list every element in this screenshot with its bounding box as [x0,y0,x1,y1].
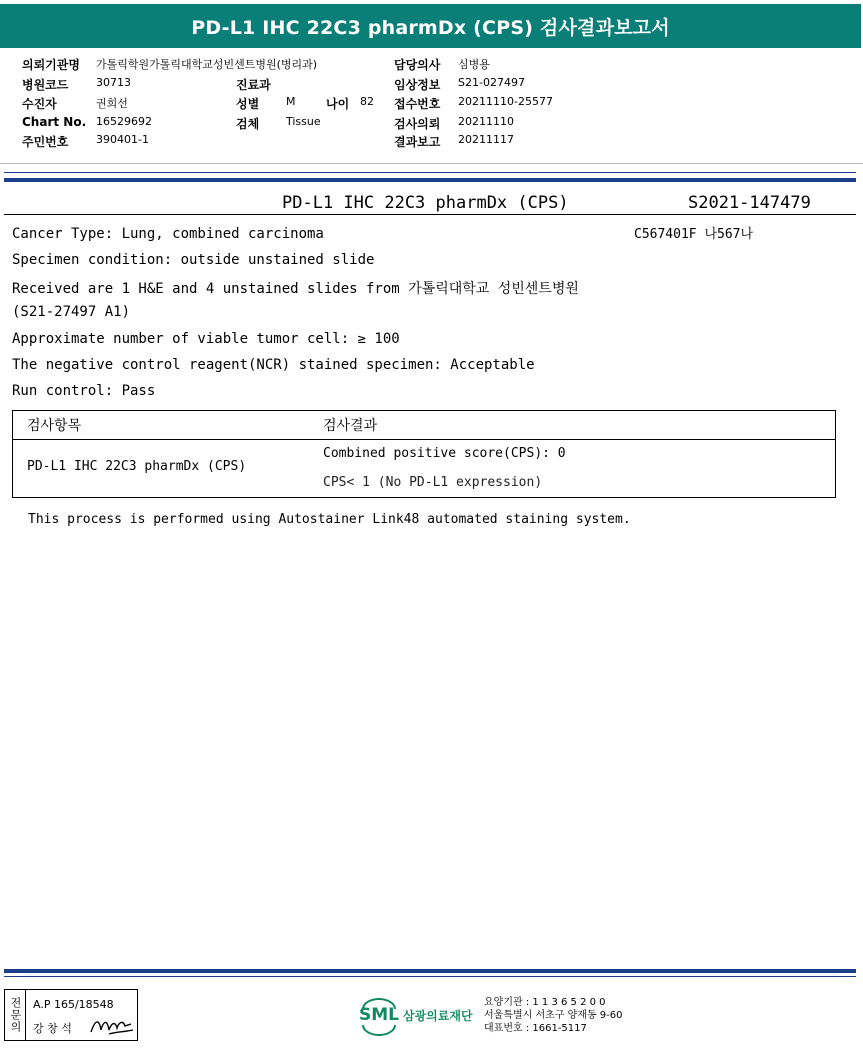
top-rule-thick [4,178,856,182]
care-code: 요양기관 : 1 1 3 6 5 2 0 0 [484,997,606,1008]
table-test-item: PD-L1 IHC 22C3 pharmDx (CPS) [27,459,247,474]
receipt-label: 접수번호 [394,97,441,111]
address: 서울특별시 서초구 양재동 9-60 [484,1010,623,1021]
hospital-code-label: 병원코드 [22,78,69,92]
report-date-label: 결과보고 [394,135,441,149]
specimen-label: 검체 [236,117,260,131]
pathologist-name: 강 창 석 [33,1022,72,1035]
received-line: Received are 1 H&E and 4 unstained slides from 가톨릭대학교 성빈센트병원 [12,281,579,297]
table-cps-score: Combined positive score(CPS): 0 [323,446,566,461]
ncr-line: The negative control reagent(NCR) stained specimen: Acceptable [12,357,535,373]
tumor-cell-line: Approximate number of viable tumor cell: ≥ 100 [12,331,400,347]
specimen-condition-line: Specimen condition: outside unstained slide [12,252,375,268]
clinical-label: 임상정보 [394,78,441,92]
ap-number: A.P 165/18548 [33,998,114,1011]
heading-underline [4,214,856,215]
chart-label: Chart No. [22,115,87,129]
logo-text: SML [359,1005,399,1025]
hospital-code-value: 30713 [96,76,131,89]
institution-label: 의뢰기관명 [22,58,80,72]
specialist-label: 전문의 [9,997,22,1033]
patient-label: 수진자 [22,97,57,111]
id-label: 주민번호 [22,135,69,149]
clinical-value: S21-027497 [458,76,525,89]
report-title: PD-L1 IHC 22C3 pharmDx (CPS) 검사결과보고서 [0,4,861,48]
chart-value: 16529692 [96,115,152,128]
doctor-label: 담당의사 [394,58,441,72]
org-name: 삼광의료재단 [403,1009,473,1023]
table-cps-interpretation: CPS< 1 (No PD-L1 expression) [323,475,543,490]
cancer-type-line: Cancer Type: Lung, combined carcinoma [12,226,324,242]
sex-value: M [286,95,296,108]
phone: 대표번호 : 1661-5117 [484,1023,587,1034]
bottom-rule-thin [4,976,856,977]
header-divider [0,163,863,164]
request-label: 검사의뢰 [394,117,441,131]
institution-value: 가톨릭학원가톨릭대학교성빈센트병원(병리과) [96,58,318,71]
process-note: This process is performed using Autostainer Link48 automated staining system. [28,512,631,527]
footer-info [484,996,623,1035]
patient-value: 권희선 [96,97,128,110]
bottom-rule-thick [4,969,856,973]
age-label: 나이 [326,97,350,111]
receipt-value: 20211110-25577 [458,95,553,108]
department-label: 진료과 [236,78,271,92]
sex-label: 성별 [236,97,260,111]
report-date-value: 20211117 [458,133,514,146]
signature-box [4,989,138,1041]
top-rule-thin [4,172,856,173]
request-value: 20211110 [458,115,514,128]
table-header-result: 검사결과 [323,418,378,434]
doctor-value: 심병용 [458,58,490,71]
table-header-divider [13,439,835,440]
age-value: 82 [360,95,374,108]
signature-icon [89,1014,135,1038]
run-control-line: Run control: Pass [12,383,156,399]
test-name-heading: PD-L1 IHC 22C3 pharmDx (CPS) [282,193,569,213]
specimen-code: C567401F 나567나 [634,227,754,242]
id-value: 390401-1 [96,133,149,146]
specimen-value: Tissue [286,115,321,128]
table-header-item: 검사항목 [27,418,82,434]
report-number: S2021-147479 [688,193,811,213]
slide-id-line: (S21-27497 A1) [12,304,131,320]
result-table [12,410,836,498]
